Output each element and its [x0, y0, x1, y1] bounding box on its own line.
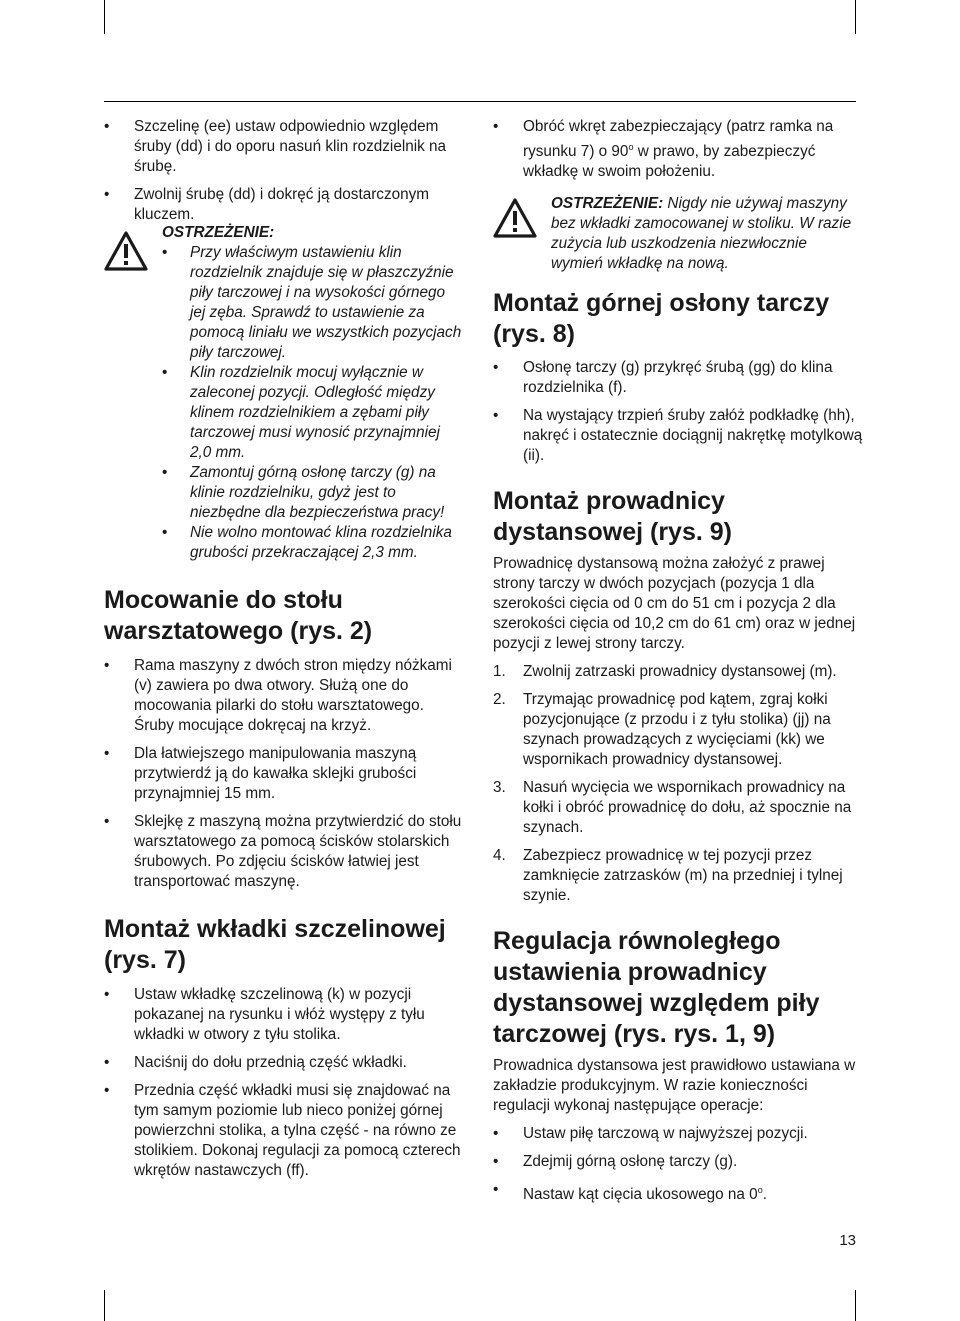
step-number: 4.	[493, 847, 506, 865]
section-heading: Regulacja równoległego ustawienia prowadnicy dystansowej względem piły tarczowej (rys. rys. 1, 9)	[493, 927, 820, 1049]
step-text: Zabezpiecz prowadnicę w tej pozycji przez zamknięcie zatrzasków (m) na przedniej i tylnej szynie.	[523, 847, 843, 905]
list-item: • Osłonę tarczy (g) przykręć śrubą (gg) do klina rozdzielnika (f).	[493, 358, 863, 398]
list-item: • Zdejmij górną osłonę tarczy (g).	[493, 1152, 863, 1172]
intro-bullets	[493, 117, 863, 182]
warning-box	[104, 223, 462, 563]
warning-text: Nigdy nie używaj maszyny bez wkładki zamocowanej w stoliku. W razie zużycia lub uszkodzenia niezwłocznie wymień wkładkę na nową.	[551, 195, 852, 273]
step-text: Zwolnij zatrzaski prowadnicy dystansowej (m).	[523, 663, 837, 681]
list-item: • Szczelinę (ee) ustaw odpowiednio względem śruby (dd) i do oporu nasuń klin rozdzielnik na śrubę.	[104, 117, 462, 177]
list-item: • Rama maszyny z dwóch stron między nóżkami (v) zawiera po dwa otwory. Służą one do mocowania pilarki do stołu warsztatowego. Śruby mocujące dokręcaj na krzyż.	[104, 656, 462, 736]
section-heading: Montaż prowadnicy dystansowej (rys. 9)	[493, 487, 732, 547]
warning-triangle-icon	[493, 198, 537, 238]
warning-list	[162, 243, 462, 563]
list-item	[493, 778, 863, 838]
warning-box	[493, 194, 863, 274]
header-rule	[104, 101, 856, 102]
warning-title: OSTRZEŻENIE:	[551, 195, 664, 213]
crop-mark	[104, 0, 105, 34]
step-number: 3.	[493, 779, 506, 797]
warning-triangle-icon	[104, 231, 148, 271]
list-item: • Zwolnij śrubę (dd) i dokręć ją dostarczonym kluczem.	[104, 185, 462, 225]
section-heading: Montaż wkładki szczelinowej (rys. 7)	[104, 915, 446, 974]
warning-item: • Przy właściwym ustawieniu klin rozdzielnik znajduje się w płaszczyźnie piły tarczowej i na wysokości górnego jej zęba. Sprawdź to ustawienie za pomocą liniału we wszystkich pozycjach piły tarczowej.	[162, 243, 462, 363]
intro-bullets	[104, 117, 462, 225]
list-item: • Na wystający trzpień śruby załóż podkładkę (hh), nakręć i ostatecznie dociągnij nakrętkę motylkową (ii).	[493, 406, 863, 466]
step-number: 2.	[493, 691, 506, 709]
degree-sup: o	[628, 142, 634, 152]
crop-mark	[855, 1290, 856, 1321]
section-bullets	[493, 358, 863, 466]
warning-item: • Zamontuj górną osłonę tarczy (g) na klinie rozdzielniku, gdyż jest to niezbędne dla bezpieczeństwa pracy!	[162, 463, 462, 523]
section-heading: Montaż górnej osłony tarczy (rys. 8)	[493, 289, 830, 349]
list-item: • Naciśnij do dołu przednią część wkładki.	[104, 1053, 462, 1073]
crop-mark	[104, 1290, 105, 1321]
list-item: • Przednia część wkładki musi się znajdować na tym samym poziomie lub nieco poniżej górnej powierzchni stolika, a tylna część - na równo ze stolikiem. Dokonaj regulacji za pomocą czterech wkrętów nastawczych (ff).	[104, 1081, 462, 1181]
text: .	[762, 1186, 767, 1204]
step-number: 1.	[493, 663, 506, 681]
page-number: 13	[839, 1232, 856, 1249]
step-text: Nasuń wycięcia we wspornikach prowadnicy na kołki i obróć prowadnicę do dołu, aż spocznie na szynach.	[523, 779, 852, 837]
list-item	[493, 690, 863, 770]
text: w prawo, by zabezpieczyć wkładkę w swoim położeniu.	[523, 143, 816, 181]
list-item: • Sklejkę z maszyną można przytwierdzić do stołu warsztatowego za pomocą ścisków stolarskich śrubowych. Po zdjęciu ścisków łatwiej jest transportować maszynę.	[104, 812, 462, 892]
section-bullets	[104, 985, 462, 1181]
section-heading: Mocowanie do stołu warsztatowego (rys. 2)	[104, 586, 373, 645]
section-bullets	[493, 1124, 863, 1205]
text: Nastaw kąt cięcia ukosowego na 0	[523, 1186, 758, 1204]
list-item	[493, 662, 863, 682]
text: Obróć wkręt zabezpieczający (patrz ramka na rysunku 7) o 90	[523, 118, 834, 161]
left-column	[104, 117, 462, 1189]
list-item	[493, 117, 863, 182]
crop-mark	[855, 0, 856, 34]
paragraph: Prowadnica dystansowa jest prawidłowo ustawiana w zakładzie produkcyjnym. W razie konieczności regulacji wykonaj następujące operacje:	[493, 1057, 856, 1115]
numbered-steps	[493, 662, 863, 906]
section-bullets	[104, 656, 462, 892]
list-item	[493, 1180, 863, 1205]
list-item: • Ustaw piłę tarczową w najwyższej pozycji.	[493, 1124, 863, 1144]
warning-item: • Nie wolno montować klina rozdzielnika grubości przekraczającej 2,3 mm.	[162, 523, 462, 563]
degree-sup: o	[757, 1185, 763, 1196]
list-item	[493, 846, 863, 906]
list-item: • Dla łatwiejszego manipulowania maszyną przytwierdź ją do kawałka sklejki grubości przynajmniej 15 mm.	[104, 744, 462, 804]
step-text: Trzymając prowadnicę pod kątem, zgraj kołki pozycjonujące (z przodu i z tyłu stolika) (jj) na szynach prowadzących z wycięciami (kk) we wspornikach prowadnicy dystansowej.	[523, 691, 831, 769]
list-item: • Ustaw wkładkę szczelinową (k) w pozycji pokazanej na rysunku i włóż występy z tyłu wkładki w otwory z tyłu stolika.	[104, 985, 462, 1045]
right-column	[493, 117, 863, 1213]
warning-title: OSTRZEŻENIE:	[162, 224, 275, 241]
warning-item: • Klin rozdzielnik mocuj wyłącznie w zaleconej pozycji. Odległość między klinem rozdzielnikiem a zębami piły tarczowej musi wynosić przynajmniej 2,0 mm.	[162, 363, 462, 463]
paragraph: Prowadnicę dystansową można założyć z prawej strony tarczy w dwóch pozycjach (pozycja 1 dla szerokości cięcia od 0 cm do 51 cm i pozycja 2 dla szerokości cięcia od 10,2 cm do 61 cm) oraz w jednej pozycji z lewej strony tarczy.	[493, 555, 856, 653]
